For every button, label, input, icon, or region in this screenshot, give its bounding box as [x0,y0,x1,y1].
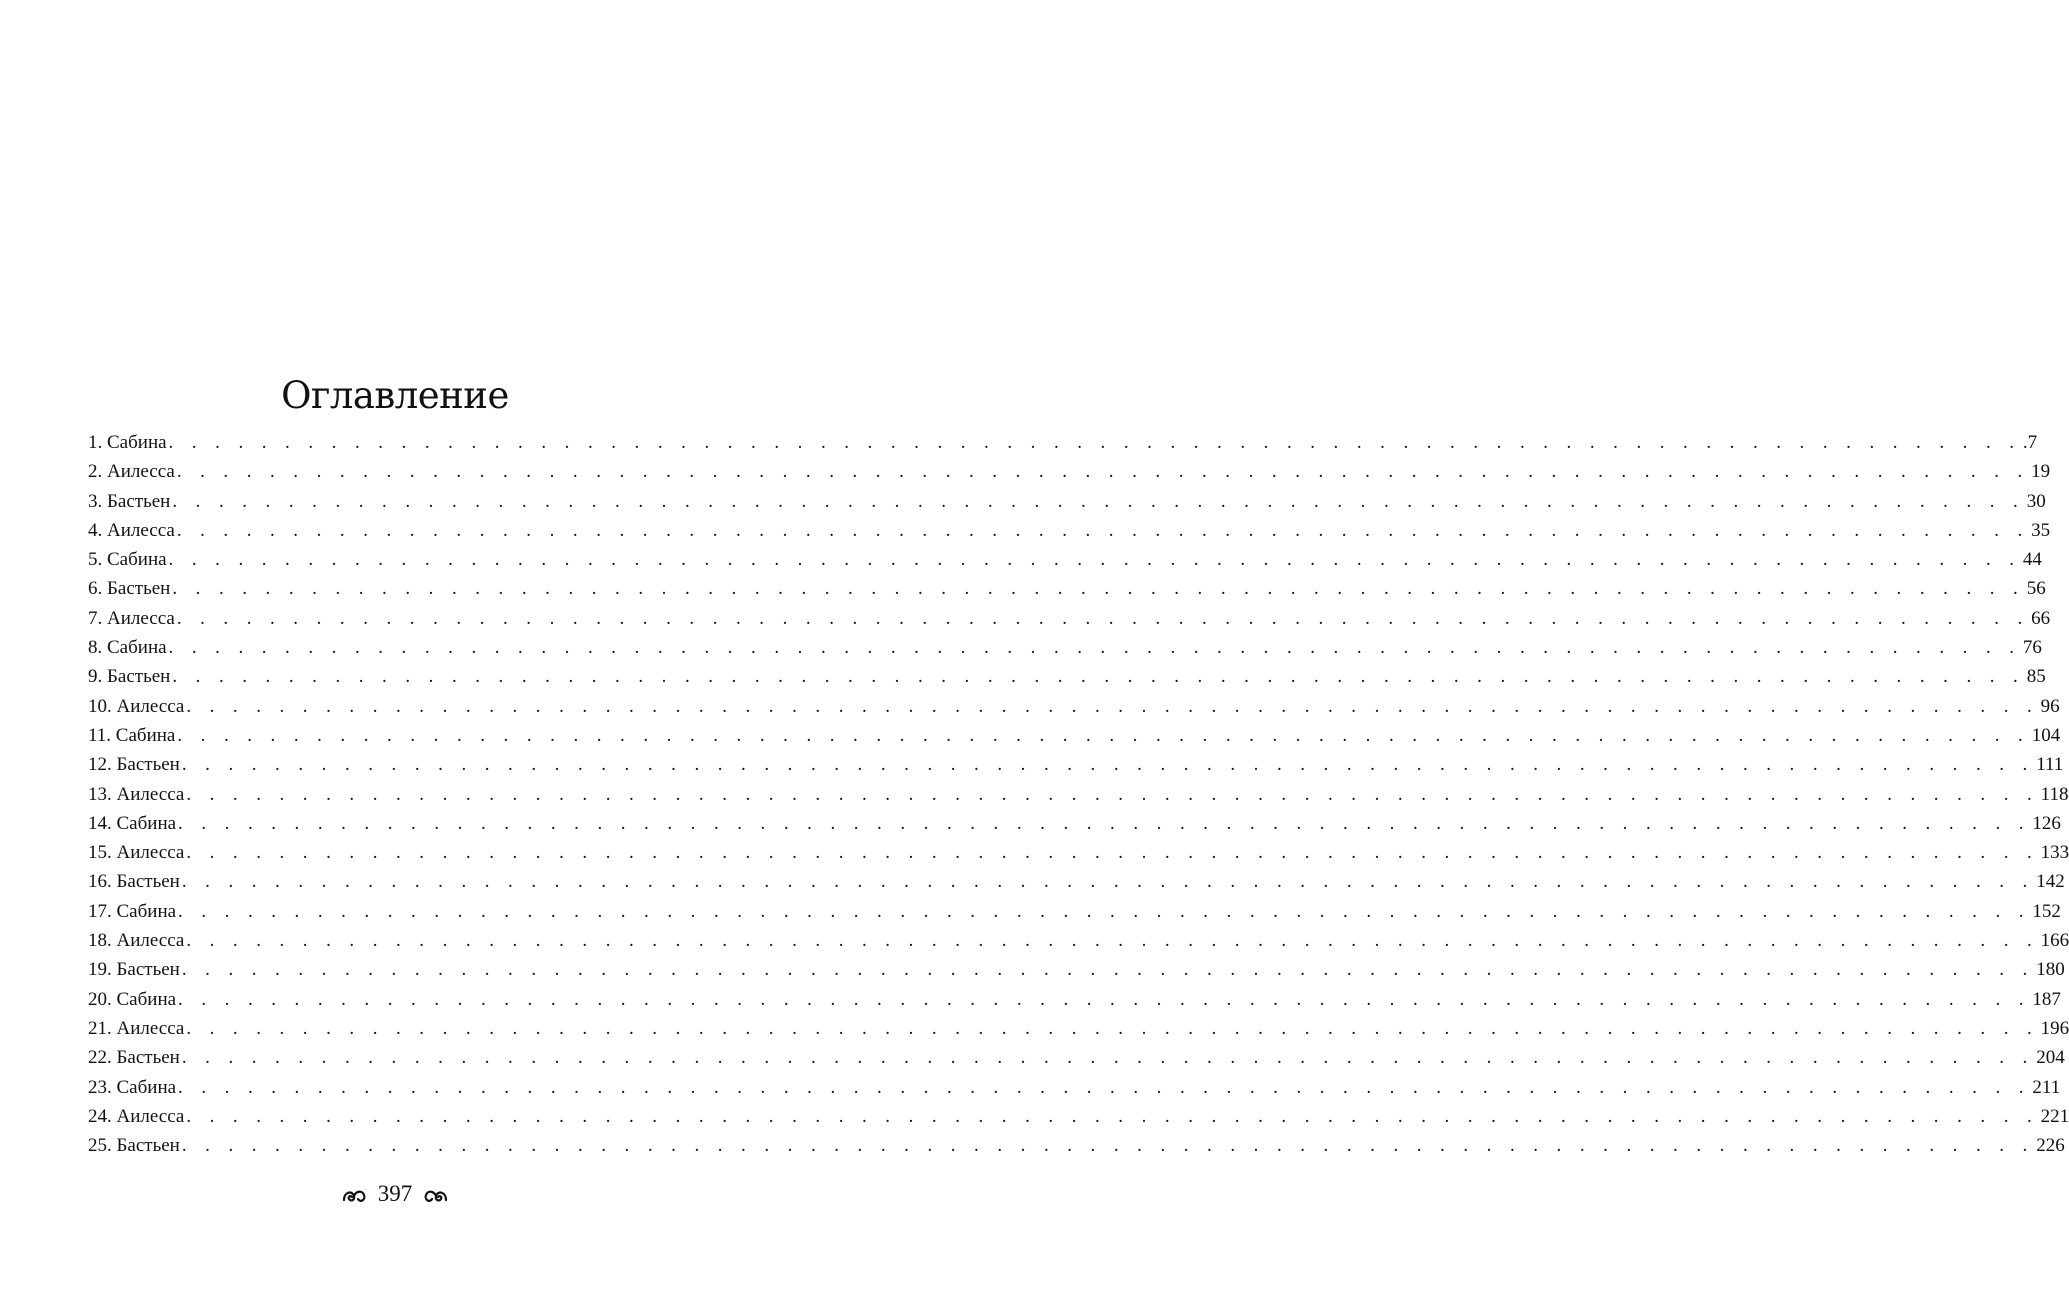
dot-leader: . . . . . . . . . . . . . . . . . . . . . . . . . . . . . . . . . . . . . . . . . . . . . . . . . . . . . . . . . . . . . . . . . . . . . . . . . . . . . . . . [186,783,2039,805]
toc-entry-page-number: 85 [2026,666,2046,688]
dot-leader: . . . . . . . . . . . . . . . . . . . . . . . . . . . . . . . . . . . . . . . . . . . . . . . . . . . . . . . . . . . . . . . . . . . . . . . . . . . . . . . . [172,490,2025,512]
toc-entry-page-number: 118 [2040,783,2069,805]
dot-leader: . . . . . . . . . . . . . . . . . . . . . . . . . . . . . . . . . . . . . . . . . . . . . . . . . . . . . . . . . . . . . . . . . . . . . . . . . . . . . . . . [168,549,2021,571]
toc-entry-title: 16. Бастьен [88,871,180,893]
toc-entry-page-number: 96 [2040,695,2060,717]
toc-entry-page-number: .7 [2022,432,2038,453]
toc-entry-page-number: 126 [2032,812,2061,834]
toc-entry-title: 2. Аилесса [88,461,175,483]
toc-entry-page-number: 111 [2036,754,2064,776]
dot-leader: . . . . . . . . . . . . . . . . . . . . . . . . . . . . . . . . . . . . . . . . . . . . . . . . . . . . . . . . . . . . . . . . . . . . . . . . . . . . . . . . [181,1135,2035,1157]
toc-entry-title: 3. Бастьен [88,490,171,512]
dot-leader: . . . . . . . . . . . . . . . . . . . . . . . . . . . . . . . . . . . . . . . . . . . . . . . . . . . . . . . . . . . . . . . . . . . . . . . . . . . . . . . . [178,812,2031,834]
page-title: Оглавление [281,374,509,417]
dot-leader: . . . . . . . . . . . . . . . . . . . . . . . . . . . . . . . . . . . . . . . . . . . . . . . . . . . . . . . . . . . . . . . . . . . . . . . . . . . . . . . . [172,578,2025,600]
dot-leader: . . . . . . . . . . . . . . . . . . . . . . . . . . . . . . . . . . . . . . . . . . . . . . . . . . . . . . . . . . . . . . . . . . . . . . . . . . . . . . . . [176,607,2030,629]
toc-entry[interactable] [88,809,2061,838]
toc-entry-title: 9. Бастьен [88,666,171,688]
toc-entry-page-number: 66 [2031,607,2051,629]
toc-entry[interactable] [88,457,2051,486]
dot-leader: . . . . . . . . . . . . . . . . . . . . . . . . . . . . . . . . . . . . . . . . . . . . . . . . . . . . . . . . . . . . . . . . . . . . . . . . . . . . . . . . [186,1105,2039,1127]
toc-entry[interactable] [88,516,2051,545]
toc-entry-title: 4. Аилесса [88,519,175,541]
dot-leader: . . . . . . . . . . . . . . . . . . . . . . . . . . . . . . . . . . . . . . . . . . . . . . . . . . . . . . . . . . . . . . . . . . . . . . . . . . . . . . . . [176,461,2030,483]
toc-entry[interactable] [88,633,2042,662]
dot-leader: . . . . . . . . . . . . . . . . . . . . . . . . . . . . . . . . . . . . . . . . . . . . . . . . . . . . . . . . . . . . . . . . . . . . . . . . . . . . . . . . [176,519,2030,541]
toc-entry-page-number: 211 [2032,1076,2061,1098]
dot-leader: . . . . . . . . . . . . . . . . . . . . . . . . . . . . . . . . . . . . . . . . . . . . . . . . . . . . . . . . . . . . . . . . . . . . . . . . . . . . . . . . [168,432,2021,453]
toc-entry-title: 22. Бастьен [88,1047,180,1069]
toc-entry-title: 25. Бастьен [88,1135,180,1157]
toc-entry[interactable] [88,926,2069,955]
toc-entry-title: 24. Аилесса [88,1105,185,1127]
toc-entry-title: 8. Сабина [88,637,167,659]
toc-entry[interactable] [88,1043,2065,1072]
toc-entry-title: 1. Сабина [88,432,167,453]
toc-entry[interactable] [88,545,2042,574]
toc-entry-title: 23. Сабина [88,1076,177,1098]
toc-entry-title: 19. Бастьен [88,959,180,981]
dot-leader: . . . . . . . . . . . . . . . . . . . . . . . . . . . . . . . . . . . . . . . . . . . . . . . . . . . . . . . . . . . . . . . . . . . . . . . . . . . . . . . . [181,754,2035,776]
dot-leader: . . . . . . . . . . . . . . . . . . . . . . . . . . . . . . . . . . . . . . . . . . . . . . . . . . . . . . . . . . . . . . . . . . . . . . . . . . . . . . . . [178,1076,2031,1098]
toc-entry[interactable] [88,1073,2061,1102]
fleuron-left-icon [341,1187,367,1205]
page-number: 397 [377,1181,413,1206]
toc-entry[interactable] [88,428,2038,457]
toc-entry-page-number: 142 [2036,871,2065,893]
toc-entry[interactable] [88,838,2069,867]
toc-entry-title: 20. Сабина [88,988,177,1010]
toc-entry-page-number: 30 [2026,490,2046,512]
toc-entry-page-number: 133 [2040,842,2069,864]
toc-entry[interactable] [88,487,2046,516]
toc-entry-title: 17. Сабина [88,900,177,922]
toc-entry[interactable] [88,955,2065,984]
toc-entry[interactable] [88,750,2064,779]
page-footer [0,1176,790,1212]
toc-entry-page-number: 180 [2036,959,2065,981]
dot-leader: . . . . . . . . . . . . . . . . . . . . . . . . . . . . . . . . . . . . . . . . . . . . . . . . . . . . . . . . . . . . . . . . . . . . . . . . . . . . . . . . [186,1017,2039,1039]
dot-leader: . . . . . . . . . . . . . . . . . . . . . . . . . . . . . . . . . . . . . . . . . . . . . . . . . . . . . . . . . . . . . . . . . . . . . . . . . . . . . . . . [186,695,2039,717]
toc-entry[interactable] [88,780,2069,809]
toc-entry-title: 6. Бастьен [88,578,171,600]
toc-entry-page-number: 104 [2031,724,2061,746]
toc-entry[interactable] [88,721,2061,750]
toc-entry[interactable] [88,662,2046,691]
toc-entry-page-number: 35 [2031,519,2051,541]
toc-entry-title: 14. Сабина [88,812,177,834]
toc-entry-title: 11. Сабина [88,724,176,746]
toc-entry-page-number: 56 [2026,578,2046,600]
toc-entry-page-number: 204 [2036,1047,2065,1069]
dot-leader: . . . . . . . . . . . . . . . . . . . . . . . . . . . . . . . . . . . . . . . . . . . . . . . . . . . . . . . . . . . . . . . . . . . . . . . . . . . . . . . . [181,871,2035,893]
toc-entry-page-number: 196 [2040,1017,2069,1039]
toc-entry-title: 5. Сабина [88,549,167,571]
dot-leader: . . . . . . . . . . . . . . . . . . . . . . . . . . . . . . . . . . . . . . . . . . . . . . . . . . . . . . . . . . . . . . . . . . . . . . . . . . . . . . . . [186,842,2039,864]
toc-entry-page-number: 166 [2040,930,2069,952]
toc-entry[interactable] [88,1131,2065,1160]
dot-leader: . . . . . . . . . . . . . . . . . . . . . . . . . . . . . . . . . . . . . . . . . . . . . . . . . . . . . . . . . . . . . . . . . . . . . . . . . . . . . . . . [181,959,2035,981]
dot-leader: . . . . . . . . . . . . . . . . . . . . . . . . . . . . . . . . . . . . . . . . . . . . . . . . . . . . . . . . . . . . . . . . . . . . . . . . . . . . . . . . [168,637,2021,659]
toc-entry[interactable] [88,897,2061,926]
toc-entry-page-number: 19 [2031,461,2051,483]
toc-entry-page-number: 187 [2032,988,2061,1010]
toc-entry-title: 21. Аилесса [88,1017,185,1039]
toc-entry-title: 13. Аилесса [88,783,185,805]
toc-entry[interactable] [88,574,2046,603]
dot-leader: . . . . . . . . . . . . . . . . . . . . . . . . . . . . . . . . . . . . . . . . . . . . . . . . . . . . . . . . . . . . . . . . . . . . . . . . . . . . . . . . [178,988,2031,1010]
toc-entry[interactable] [88,867,2065,896]
toc-entry-page-number: 76 [2022,637,2042,659]
dot-leader: . . . . . . . . . . . . . . . . . . . . . . . . . . . . . . . . . . . . . . . . . . . . . . . . . . . . . . . . . . . . . . . . . . . . . . . . . . . . . . . . [178,900,2031,922]
toc-entry[interactable] [88,604,2051,633]
toc-entry-title: 18. Аилесса [88,930,185,952]
toc-entry-title: 10. Аилесса [88,695,185,717]
toc-entry-page-number: 152 [2032,900,2061,922]
fleuron-right-icon [423,1187,449,1205]
toc-entry[interactable] [88,692,2060,721]
table-of-contents [88,428,2069,1160]
dot-leader: . . . . . . . . . . . . . . . . . . . . . . . . . . . . . . . . . . . . . . . . . . . . . . . . . . . . . . . . . . . . . . . . . . . . . . . . . . . . . . . . [172,666,2025,688]
dot-leader: . . . . . . . . . . . . . . . . . . . . . . . . . . . . . . . . . . . . . . . . . . . . . . . . . . . . . . . . . . . . . . . . . . . . . . . . . . . . . . . . [186,930,2039,952]
dot-leader: . . . . . . . . . . . . . . . . . . . . . . . . . . . . . . . . . . . . . . . . . . . . . . . . . . . . . . . . . . . . . . . . . . . . . . . . . . . . . . . . [181,1047,2035,1069]
toc-entry-title: 15. Аилесса [88,842,185,864]
toc-entry-page-number: 44 [2022,549,2042,571]
toc-entry-title: 12. Бастьен [88,754,180,776]
toc-entry-page-number: 226 [2036,1135,2065,1157]
toc-entry[interactable] [88,985,2061,1014]
dot-leader: . . . . . . . . . . . . . . . . . . . . . . . . . . . . . . . . . . . . . . . . . . . . . . . . . . . . . . . . . . . . . . . . . . . . . . . . . . . . . . . . [177,724,2030,746]
toc-entry[interactable] [88,1102,2069,1131]
toc-entry-page-number: 221 [2040,1105,2069,1127]
toc-entry-title: 7. Аилесса [88,607,175,629]
toc-entry[interactable] [88,1014,2069,1043]
